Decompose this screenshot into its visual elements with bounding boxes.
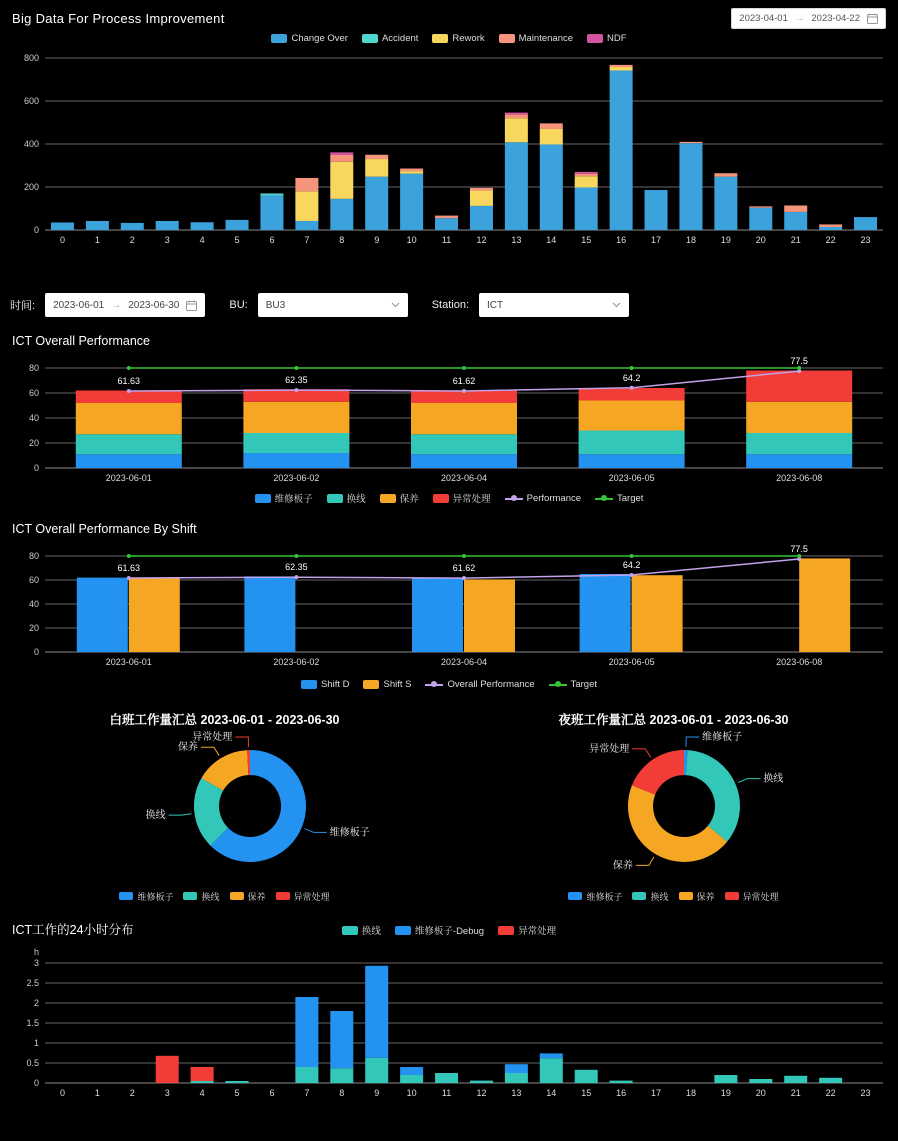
svg-text:2023-06-04: 2023-06-04 xyxy=(440,657,488,667)
legend-swatch xyxy=(255,494,271,503)
svg-text:0: 0 xyxy=(33,225,39,235)
legend-swatch xyxy=(362,34,378,43)
legend-line-marker xyxy=(595,494,613,503)
svg-text:6: 6 xyxy=(269,235,275,245)
svg-text:21: 21 xyxy=(790,235,801,245)
svg-text:9: 9 xyxy=(374,235,380,245)
chevron-down-icon xyxy=(391,302,400,308)
hourly-chart-legend xyxy=(0,30,898,46)
legend-label: 换线 xyxy=(650,891,669,902)
legend-item[interactable] xyxy=(362,33,418,44)
legend-item[interactable] xyxy=(505,493,581,504)
bu-select[interactable] xyxy=(258,293,408,317)
time-range-separator: → xyxy=(111,299,122,311)
bu-filter-label: BU: xyxy=(229,299,248,311)
svg-text:22: 22 xyxy=(825,1088,836,1098)
by-shift-chart-legend xyxy=(0,676,898,692)
legend-item[interactable] xyxy=(395,923,484,937)
night-shift-donut-title: 夜班工作量汇总 2023-06-01 - 2023-06-30 xyxy=(558,713,789,727)
svg-text:19: 19 xyxy=(720,235,731,245)
legend-item[interactable] xyxy=(380,491,419,505)
legend-item[interactable] xyxy=(725,890,779,903)
legend-swatch xyxy=(568,892,582,900)
performance-section-title: ICT Overall Performance xyxy=(12,334,151,348)
legend-item[interactable] xyxy=(568,890,622,903)
day-shift-donut-panel xyxy=(0,706,449,904)
legend-item[interactable] xyxy=(499,33,573,44)
svg-text:60: 60 xyxy=(28,575,39,585)
svg-text:40: 40 xyxy=(28,413,39,423)
svg-text:2023-06-08: 2023-06-08 xyxy=(776,657,823,667)
svg-text:16: 16 xyxy=(616,235,627,245)
svg-text:2023-06-01: 2023-06-01 xyxy=(105,473,152,483)
time-range-picker[interactable] xyxy=(45,293,205,317)
svg-text:0: 0 xyxy=(33,1078,39,1088)
donut-charts-row xyxy=(0,706,898,904)
performance-by-shift-grouped-bar-chart xyxy=(0,540,898,676)
legend-swatch xyxy=(363,680,379,689)
legend-swatch xyxy=(183,892,197,900)
night-shift-donut-legend xyxy=(568,888,778,904)
legend-label: 维修板子 xyxy=(274,494,313,505)
svg-text:1: 1 xyxy=(94,1088,100,1098)
svg-text:8: 8 xyxy=(339,235,345,245)
svg-text:7: 7 xyxy=(304,1088,310,1098)
legend-swatch xyxy=(119,892,133,900)
svg-text:18: 18 xyxy=(685,1088,696,1098)
svg-text:2023-06-05: 2023-06-05 xyxy=(608,473,655,483)
svg-text:600: 600 xyxy=(23,96,39,106)
legend-label: 保养 xyxy=(399,494,419,505)
legend-label: NDF xyxy=(607,32,627,44)
svg-text:21: 21 xyxy=(790,1088,801,1098)
legend-item[interactable] xyxy=(363,679,411,690)
legend-item[interactable] xyxy=(276,890,330,903)
day-shift-donut-legend xyxy=(119,888,329,904)
day-shift-donut-title: 白班工作量汇总 2023-06-01 - 2023-06-30 xyxy=(109,713,340,727)
legend-item[interactable] xyxy=(255,491,313,505)
svg-text:3: 3 xyxy=(164,1088,170,1098)
legend-label: 维修板子 xyxy=(586,891,623,902)
svg-text:15: 15 xyxy=(581,1088,592,1098)
svg-text:5: 5 xyxy=(234,1088,240,1098)
svg-text:0: 0 xyxy=(33,463,39,473)
legend-swatch xyxy=(679,892,693,900)
legend-item[interactable] xyxy=(425,679,534,690)
legend-swatch xyxy=(380,494,396,503)
svg-text:13: 13 xyxy=(511,235,522,245)
svg-text:77.5: 77.5 xyxy=(790,356,808,367)
svg-text:1: 1 xyxy=(33,1038,39,1048)
performance-chart-legend xyxy=(0,490,898,506)
svg-text:0: 0 xyxy=(59,1088,65,1098)
legend-swatch xyxy=(301,680,317,689)
svg-text:5: 5 xyxy=(234,235,240,245)
svg-text:14: 14 xyxy=(546,235,557,245)
page-title: Big Data For Process Improvement xyxy=(12,11,225,26)
legend-swatch xyxy=(632,892,646,900)
legend-item[interactable] xyxy=(183,890,219,903)
svg-text:异常处理: 异常处理 xyxy=(192,732,233,744)
legend-label: Performance xyxy=(526,492,582,504)
svg-text:20: 20 xyxy=(755,235,766,245)
legend-swatch xyxy=(587,34,603,43)
time-filter-label: 时间: xyxy=(10,300,36,312)
svg-text:换线: 换线 xyxy=(763,773,784,785)
legend-label: 换线 xyxy=(346,494,366,505)
svg-text:20: 20 xyxy=(755,1088,766,1098)
calendar-icon xyxy=(867,13,878,24)
legend-swatch xyxy=(271,34,287,43)
legend-label: 维修板子 xyxy=(137,891,174,902)
station-filter-label: Station: xyxy=(431,299,470,311)
svg-text:800: 800 xyxy=(23,53,39,63)
svg-text:1.5: 1.5 xyxy=(26,1018,39,1028)
svg-text:9: 9 xyxy=(374,1088,380,1098)
night-shift-workload-donut-chart xyxy=(449,728,898,888)
legend-swatch xyxy=(433,494,449,503)
legend-item[interactable] xyxy=(230,890,266,903)
legend-item[interactable] xyxy=(595,493,643,504)
legend-swatch xyxy=(395,926,411,935)
page-header xyxy=(0,0,898,30)
legend-swatch xyxy=(342,926,358,935)
hours24-chart-legend xyxy=(0,922,898,938)
svg-text:2: 2 xyxy=(33,998,39,1008)
legend-item[interactable] xyxy=(327,491,366,505)
svg-text:保养: 保养 xyxy=(612,860,633,872)
by-shift-section-title: ICT Overall Performance By Shift xyxy=(12,522,197,536)
svg-text:12: 12 xyxy=(476,235,487,245)
legend-label: Change Over xyxy=(291,32,348,44)
svg-text:23: 23 xyxy=(860,235,871,245)
svg-text:7: 7 xyxy=(304,235,310,245)
legend-line-marker xyxy=(425,680,443,689)
legend-swatch xyxy=(230,892,244,900)
hourly-issues-stacked-bar-chart xyxy=(0,46,898,252)
legend-item[interactable] xyxy=(432,33,484,44)
svg-text:61.63: 61.63 xyxy=(117,375,141,386)
legend-label: Shift D xyxy=(320,678,350,690)
svg-text:3: 3 xyxy=(33,958,39,968)
date-end[interactable]: 2023-04-22 xyxy=(811,13,860,24)
svg-text:2.5: 2.5 xyxy=(26,978,39,988)
legend-label: Target xyxy=(617,492,644,504)
svg-text:14: 14 xyxy=(546,1088,557,1098)
station-value: ICT xyxy=(487,299,504,311)
hours24-section-title: ICT工作的24小时分布 xyxy=(12,923,134,937)
legend-item[interactable] xyxy=(679,890,715,903)
svg-text:40: 40 xyxy=(28,599,39,609)
legend-label: 换线 xyxy=(201,891,220,902)
svg-text:200: 200 xyxy=(23,182,39,192)
svg-text:64.2: 64.2 xyxy=(622,372,641,383)
svg-text:80: 80 xyxy=(28,363,39,373)
chevron-down-icon xyxy=(612,302,621,308)
hours24-section-header xyxy=(0,918,898,938)
global-date-range-picker[interactable] xyxy=(731,8,886,29)
legend-swatch xyxy=(499,34,515,43)
legend-item[interactable] xyxy=(433,491,491,505)
svg-text:0: 0 xyxy=(33,647,39,657)
svg-text:保养: 保养 xyxy=(177,742,198,754)
svg-text:18: 18 xyxy=(685,235,696,245)
svg-text:0: 0 xyxy=(59,235,65,245)
svg-text:2023-06-05: 2023-06-05 xyxy=(608,657,655,667)
legend-swatch xyxy=(327,494,343,503)
svg-text:17: 17 xyxy=(651,235,662,245)
svg-text:维修板子: 维修板子 xyxy=(702,732,743,744)
hours24-distribution-stacked-bar-chart xyxy=(0,938,898,1110)
day-shift-workload-donut-chart xyxy=(0,728,449,888)
svg-text:异常处理: 异常处理 xyxy=(589,743,630,755)
svg-text:2023-06-02: 2023-06-02 xyxy=(273,657,320,667)
date-start[interactable]: 2023-04-01 xyxy=(739,13,788,24)
svg-text:2023-06-08: 2023-06-08 xyxy=(776,473,823,483)
legend-label: Accident xyxy=(381,32,419,44)
legend-label: Overall Performance xyxy=(447,678,535,690)
legend-swatch xyxy=(725,892,739,900)
svg-text:11: 11 xyxy=(441,235,452,245)
legend-label: Maintenance xyxy=(518,32,574,44)
svg-text:2: 2 xyxy=(129,1088,135,1098)
svg-text:6: 6 xyxy=(269,1088,275,1098)
time-end[interactable]: 2023-06-30 xyxy=(128,299,180,311)
legend-item[interactable] xyxy=(632,890,668,903)
legend-item[interactable] xyxy=(549,679,597,690)
svg-text:2: 2 xyxy=(129,235,135,245)
svg-text:h: h xyxy=(33,947,39,957)
svg-text:换线: 换线 xyxy=(145,810,166,822)
bu-value: BU3 xyxy=(265,299,286,311)
svg-text:2023-06-04: 2023-06-04 xyxy=(440,473,488,483)
svg-text:77.5: 77.5 xyxy=(790,544,808,554)
svg-text:4: 4 xyxy=(199,1088,205,1098)
legend-swatch xyxy=(432,34,448,43)
calendar-icon xyxy=(186,300,197,311)
svg-text:0.5: 0.5 xyxy=(26,1058,39,1068)
svg-text:2023-06-01: 2023-06-01 xyxy=(105,657,152,667)
svg-text:61.62: 61.62 xyxy=(452,375,476,386)
svg-text:17: 17 xyxy=(651,1088,662,1098)
svg-text:10: 10 xyxy=(406,235,417,245)
legend-item[interactable] xyxy=(119,890,173,903)
svg-text:12: 12 xyxy=(476,1088,487,1098)
svg-text:4: 4 xyxy=(199,235,205,245)
svg-text:64.2: 64.2 xyxy=(622,559,641,570)
legend-label: 保养 xyxy=(247,891,266,902)
svg-text:8: 8 xyxy=(339,1088,345,1098)
svg-text:16: 16 xyxy=(616,1088,627,1098)
svg-text:15: 15 xyxy=(581,235,592,245)
legend-label: Shift S xyxy=(383,678,412,690)
filter-bar xyxy=(0,292,898,318)
svg-text:1: 1 xyxy=(94,235,100,245)
night-shift-donut-panel xyxy=(449,706,898,904)
svg-text:61.63: 61.63 xyxy=(117,563,141,574)
svg-text:3: 3 xyxy=(164,235,170,245)
svg-text:20: 20 xyxy=(28,623,39,633)
svg-text:维修板子: 维修板子 xyxy=(329,827,370,839)
time-start[interactable]: 2023-06-01 xyxy=(53,299,105,311)
legend-label: Target xyxy=(570,678,598,690)
legend-swatch xyxy=(498,926,514,935)
svg-text:60: 60 xyxy=(28,388,39,398)
svg-text:20: 20 xyxy=(28,438,39,448)
legend-item[interactable] xyxy=(301,679,350,690)
legend-label: 异常处理 xyxy=(452,494,491,505)
legend-item[interactable] xyxy=(271,33,348,44)
svg-text:2023-06-02: 2023-06-02 xyxy=(273,473,320,483)
legend-label: 保养 xyxy=(696,891,715,902)
legend-item[interactable] xyxy=(342,923,381,937)
svg-text:11: 11 xyxy=(441,1088,452,1098)
legend-swatch xyxy=(276,892,290,900)
legend-label: 异常处理 xyxy=(293,891,330,902)
station-select[interactable] xyxy=(479,293,629,317)
legend-label: 异常处理 xyxy=(518,926,557,937)
legend-label: Rework xyxy=(452,32,485,44)
svg-text:19: 19 xyxy=(720,1088,731,1098)
svg-text:22: 22 xyxy=(825,235,836,245)
svg-text:61.62: 61.62 xyxy=(452,563,476,574)
legend-item[interactable] xyxy=(587,33,627,44)
svg-text:13: 13 xyxy=(511,1088,522,1098)
legend-label: 异常处理 xyxy=(742,891,779,902)
svg-text:62.35: 62.35 xyxy=(285,375,308,386)
svg-text:80: 80 xyxy=(28,551,39,561)
svg-text:62.35: 62.35 xyxy=(285,562,308,573)
svg-text:10: 10 xyxy=(406,1088,417,1098)
legend-line-marker xyxy=(505,494,523,503)
svg-text:400: 400 xyxy=(23,139,39,149)
svg-text:23: 23 xyxy=(860,1088,871,1098)
legend-line-marker xyxy=(549,680,567,689)
date-range-separator: → xyxy=(794,13,805,24)
legend-item[interactable] xyxy=(498,923,556,937)
legend-label: 维修板子-Debug xyxy=(414,926,485,937)
legend-label: 换线 xyxy=(361,926,381,937)
overall-performance-stacked-bar-chart xyxy=(0,352,898,490)
